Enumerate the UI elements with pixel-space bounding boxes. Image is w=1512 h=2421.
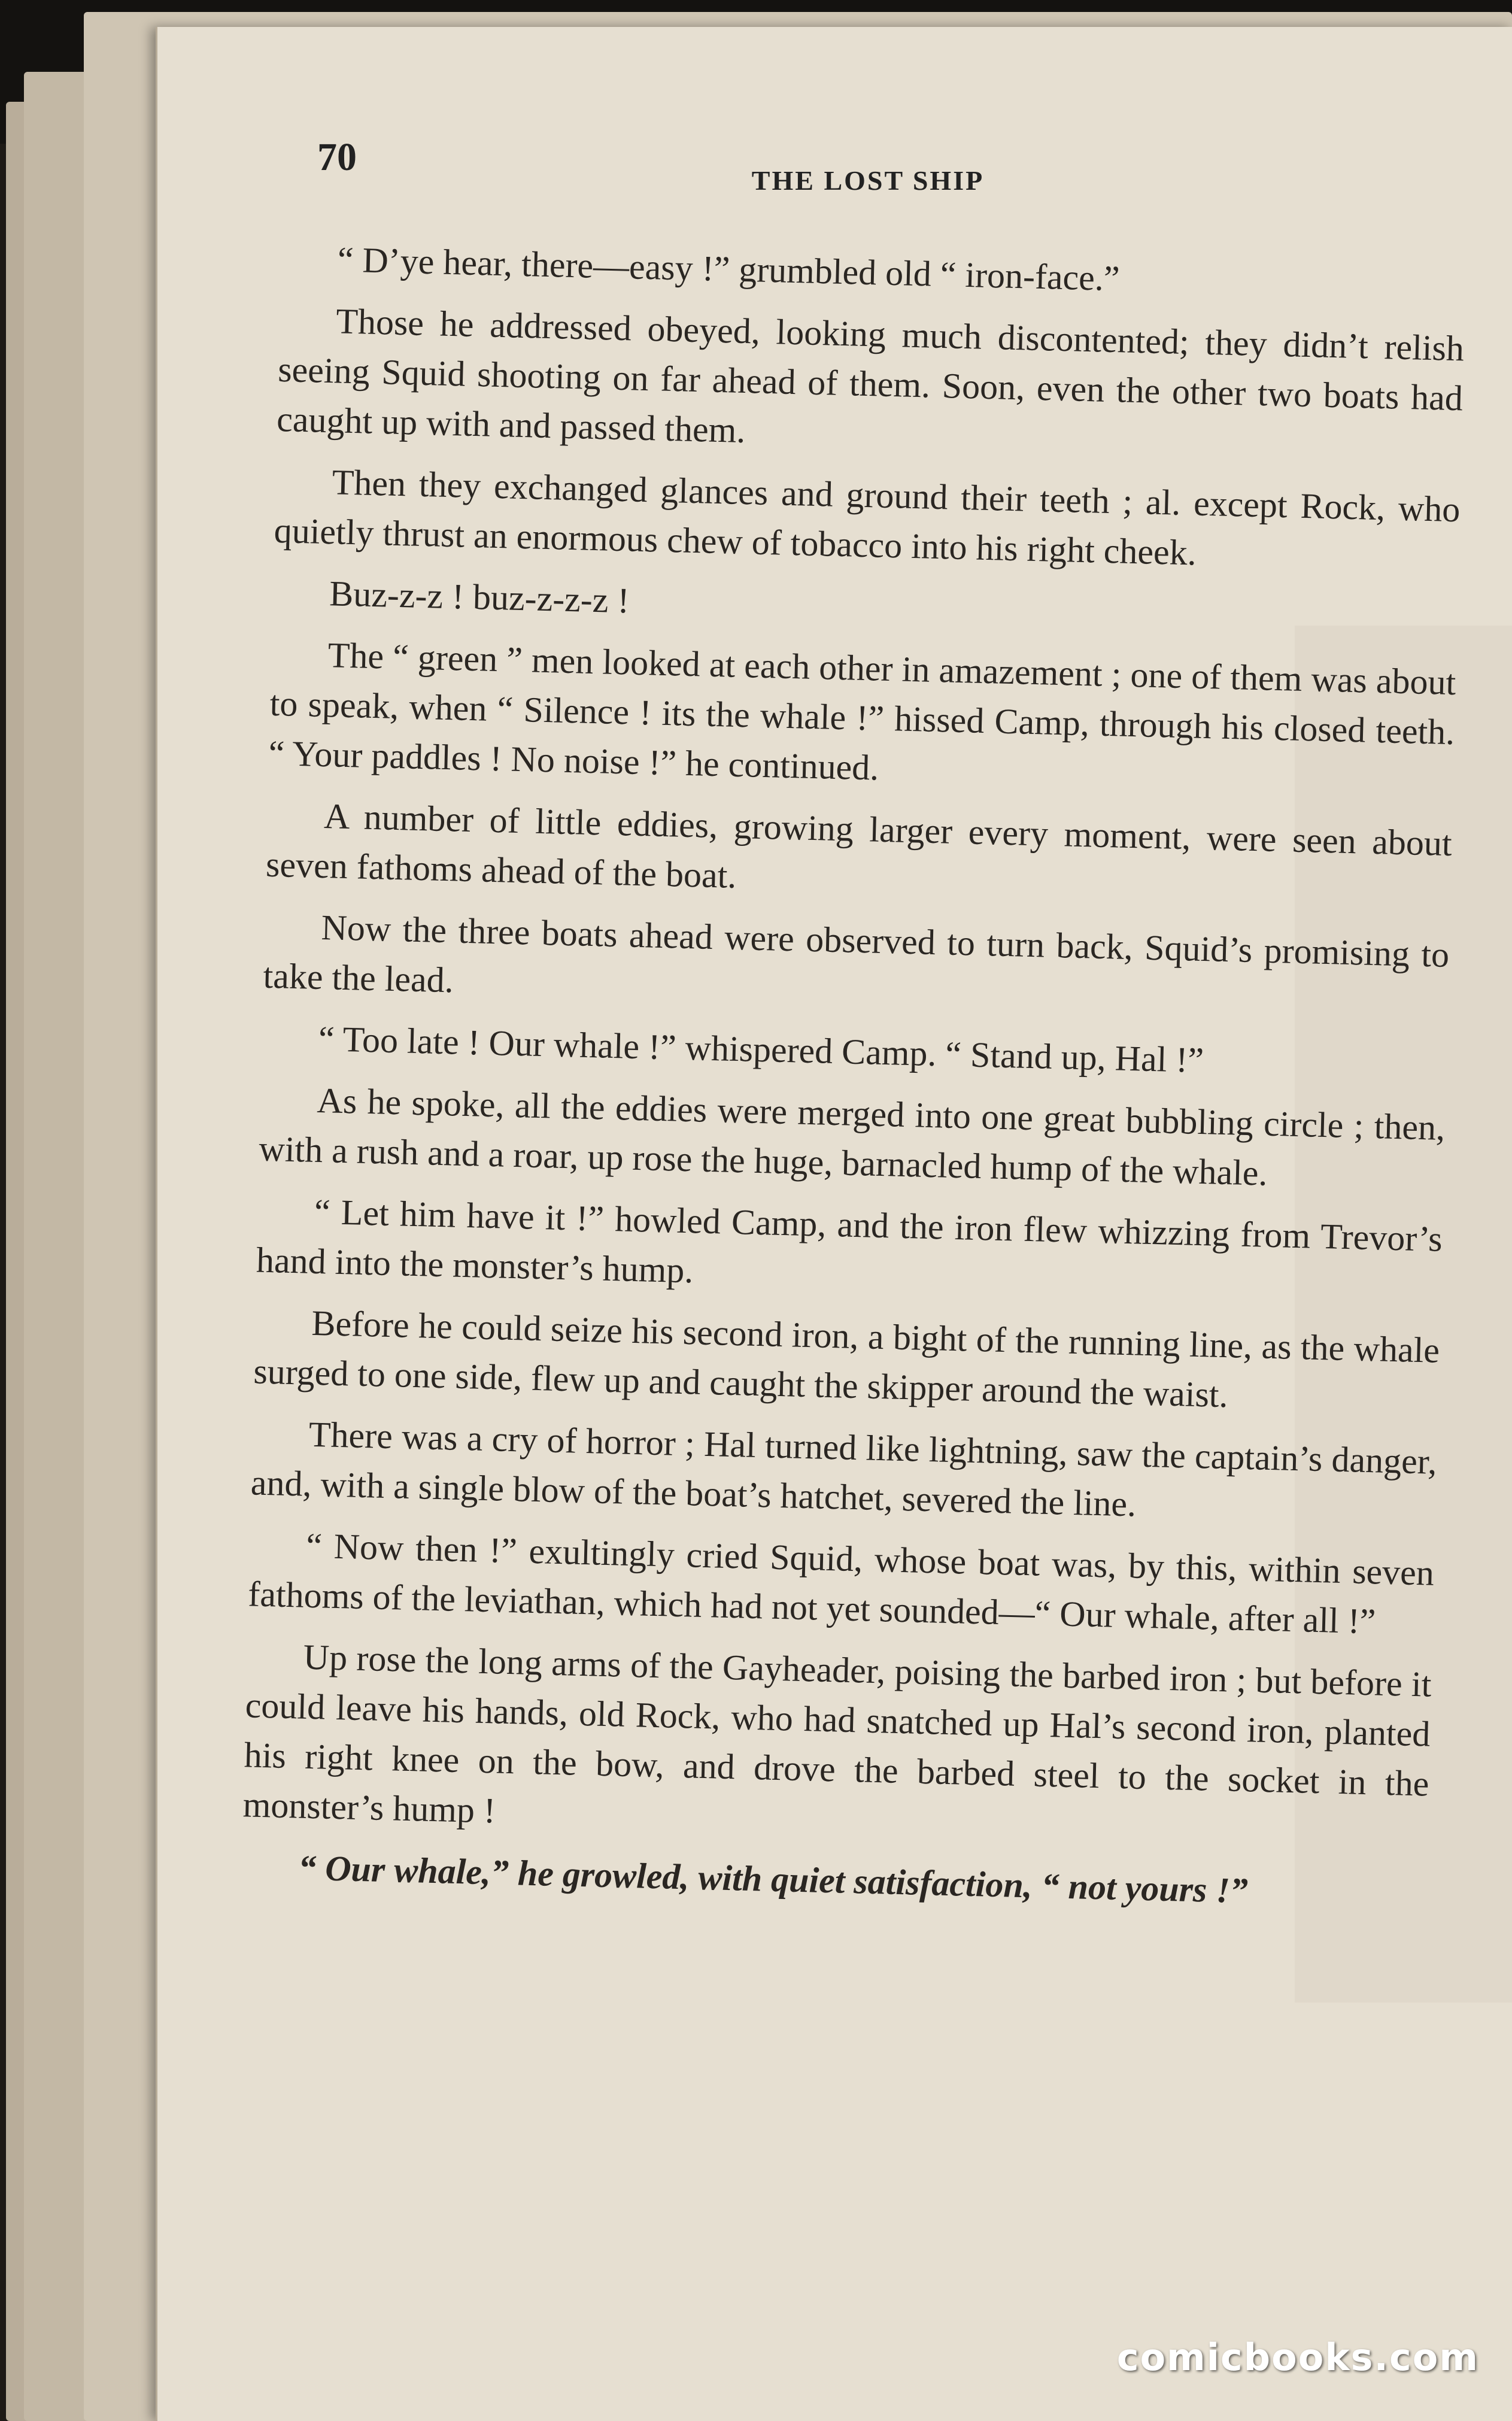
paragraph: “ D’ye hear, there—easy !” grumbled old “ iron-face.”	[337, 239, 1121, 299]
body-text	[241, 233, 1467, 1932]
page-number: 70	[317, 135, 357, 179]
paragraph: Buz-z-z ! buz-z-z-z !	[329, 574, 630, 621]
paragraph: The “ green ” men looked at each other in amazement ; one of them was about to speak, when “ Silence ! its the whale !” hissed Camp, through his closed teeth. “ Your paddles ! No noise !” he continued.	[268, 635, 1457, 788]
paragraph: Then they exchanged glances and ground their teeth ; al. except Rock, who quietly thrust an enormous chew of tobacco into his right cheek.	[274, 462, 1461, 573]
paragraph: There was a cry of horror ; Hal turned like lightning, saw the captain’s danger, and, with a single blow of the boat’s hatchet, severed the line.	[250, 1414, 1438, 1524]
paragraph: Those he addressed obeyed, looking much discontented; they didn’t relish seeing Squid shooting on far ahead of them. Soon, even the other two boats had caught up with and passed them.	[276, 301, 1465, 451]
paragraph: Now the three boats ahead were observed to turn back, Squid’s promising to take the lead.	[262, 907, 1450, 1000]
paragraph: “ Now then !” exultingly cried Squid, whose boat was, by this, within seven fathoms of the leviathan, which had not yet sounded—“ Our whale, after all !”	[247, 1525, 1435, 1642]
paragraph: Before he could seize his second iron, a bight of the running line, as the whale surged to one side, flew up and caught the skipper around the waist.	[253, 1303, 1440, 1415]
running-head: THE LOST SHIP	[751, 165, 985, 196]
paragraph: “ Let him have it !” howled Camp, and the iron flew whizzing from Trevor’s hand into the monster’s hump.	[256, 1191, 1443, 1291]
paragraph: “ Too late ! Our whale !” whispered Camp. “ Stand up, Hal !”	[318, 1018, 1204, 1081]
paragraph: A number of little eddies, growing larger every moment, were seen about seven fathoms ahead of the boat.	[265, 796, 1453, 896]
paragraph: As he spoke, all the eddies were merged into one great bubbling circle ; then, with a rush and a roar, up rose the huge, barnacled hump of the whale.	[258, 1080, 1446, 1193]
paragraph-final: “ Our whale,” he growled, with quiet satisfaction, “ not yours !”	[297, 1847, 1249, 1911]
paragraph: Up rose the long arms of the Gayheader, poising the barbed iron ; but before it could leave his hands, old Rock, who had snatched up Hal’s second iron, planted his right knee on the bow, and drove the barbed steel to the socket in the monster’s hump !	[242, 1637, 1432, 1831]
watermark: comicbooks.com	[1116, 2335, 1479, 2379]
